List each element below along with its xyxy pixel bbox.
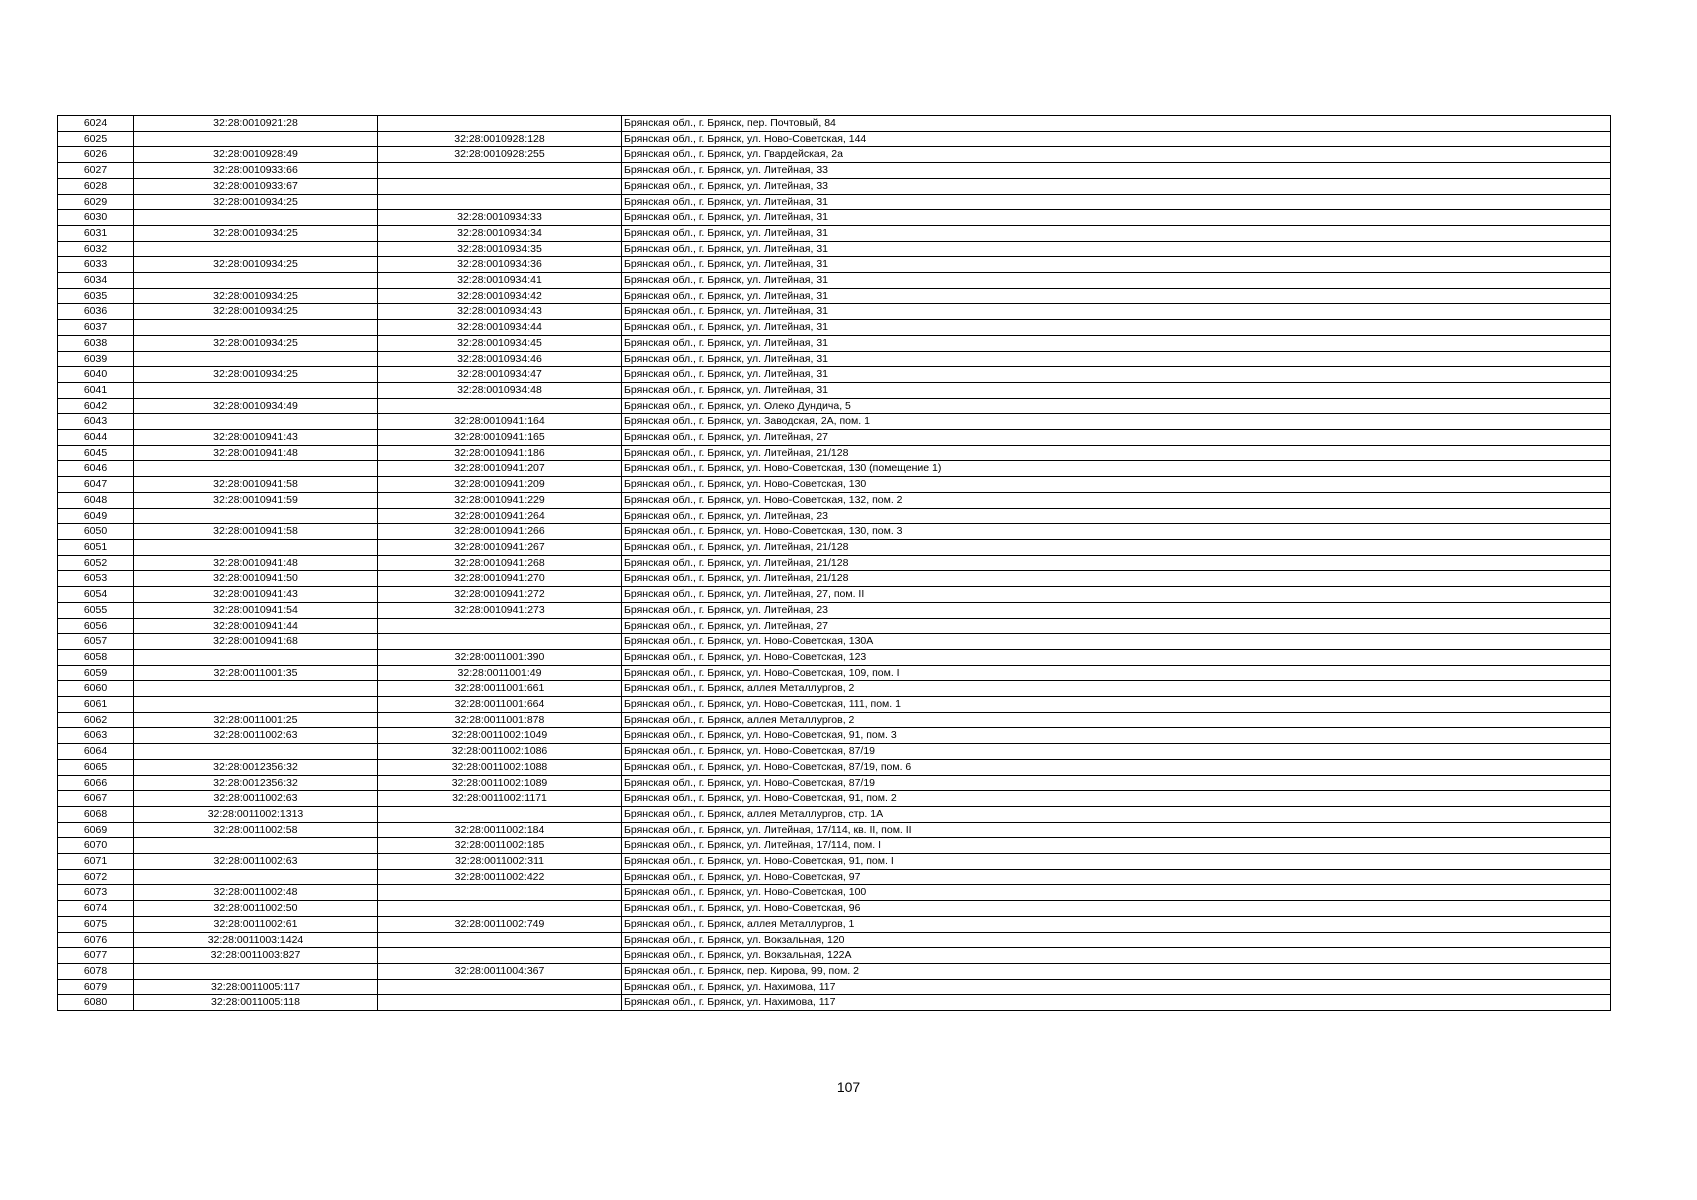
object-cadastral-number-cell: 32:28:0011002:1171 [378,791,622,807]
row-number-cell: 6066 [58,775,134,791]
table-row [58,854,1611,870]
object-cadastral-number-cell: 32:28:0010941:207 [378,461,622,477]
address-cell: Брянская обл., г. Брянск, ул. Литейная, 27, пом. II [622,587,1611,603]
address-cell: Брянская обл., г. Брянск, ул. Ново-Советская, 144 [622,131,1611,147]
row-number-cell: 6060 [58,681,134,697]
address-cell: Брянская обл., г. Брянск, ул. Литейная, 27 [622,618,1611,634]
object-cadastral-number-cell: 32:28:0010928:128 [378,131,622,147]
land-cadastral-number-cell: 32:28:0011003:1424 [134,932,378,948]
table-row [58,430,1611,446]
land-cadastral-number-cell: 32:28:0010934:25 [134,304,378,320]
row-number-cell: 6048 [58,492,134,508]
table-row [58,932,1611,948]
address-cell: Брянская обл., г. Брянск, ул. Ново-Советская, 132, пом. 2 [622,492,1611,508]
address-cell: Брянская обл., г. Брянск, ул. Литейная, 31 [622,273,1611,289]
table-row [58,759,1611,775]
address-cell: Брянская обл., г. Брянск, ул. Ново-Советская, 97 [622,869,1611,885]
land-cadastral-number-cell: 32:28:0012356:32 [134,775,378,791]
row-number-cell: 6050 [58,524,134,540]
row-number-cell: 6076 [58,932,134,948]
row-number-cell: 6067 [58,791,134,807]
table-row [58,587,1611,603]
object-cadastral-number-cell: 32:28:0010934:41 [378,273,622,289]
object-cadastral-number-cell: 32:28:0011001:661 [378,681,622,697]
land-cadastral-number-cell: 32:28:0012356:32 [134,759,378,775]
row-number-cell: 6047 [58,477,134,493]
row-number-cell: 6059 [58,665,134,681]
address-cell: Брянская обл., г. Брянск, ул. Ново-Советская, 91, пом. I [622,854,1611,870]
land-cadastral-number-cell [134,869,378,885]
table-row [58,555,1611,571]
address-cell: Брянская обл., г. Брянск, ул. Литейная, 31 [622,288,1611,304]
land-cadastral-number-cell [134,681,378,697]
table-row [58,335,1611,351]
table-row [58,178,1611,194]
address-cell: Брянская обл., г. Брянск, ул. Литейная, 31 [622,367,1611,383]
table-row [58,492,1611,508]
land-cadastral-number-cell [134,744,378,760]
table-row [58,822,1611,838]
object-cadastral-number-cell: 32:28:0010941:165 [378,430,622,446]
land-cadastral-number-cell: 32:28:0011002:63 [134,791,378,807]
object-cadastral-number-cell: 32:28:0010941:164 [378,414,622,430]
land-cadastral-number-cell: 32:28:0011002:50 [134,901,378,917]
address-cell: Брянская обл., г. Брянск, ул. Литейная, 31 [622,320,1611,336]
address-cell: Брянская обл., г. Брянск, ул. Ново-Советская, 91, пом. 2 [622,791,1611,807]
row-number-cell: 6058 [58,649,134,665]
land-cadastral-number-cell [134,414,378,430]
land-cadastral-number-cell: 32:28:0010941:48 [134,445,378,461]
land-cadastral-number-cell: 32:28:0010934:25 [134,194,378,210]
table-row [58,806,1611,822]
address-cell: Брянская обл., г. Брянск, ул. Литейная, 31 [622,335,1611,351]
table-row [58,995,1611,1011]
object-cadastral-number-cell: 32:28:0010934:48 [378,382,622,398]
row-number-cell: 6069 [58,822,134,838]
row-number-cell: 6036 [58,304,134,320]
land-cadastral-number-cell [134,131,378,147]
land-cadastral-number-cell: 32:28:0010934:25 [134,367,378,383]
table-row [58,163,1611,179]
row-number-cell: 6045 [58,445,134,461]
object-cadastral-number-cell: 32:28:0011001:49 [378,665,622,681]
address-cell: Брянская обл., г. Брянск, ул. Вокзальная, 122А [622,948,1611,964]
table-row [58,225,1611,241]
object-cadastral-number-cell: 32:28:0011004:367 [378,963,622,979]
land-cadastral-number-cell: 32:28:0010941:43 [134,587,378,603]
address-cell: Брянская обл., г. Брянск, ул. Литейная, 21/128 [622,445,1611,461]
table-row [58,461,1611,477]
address-cell: Брянская обл., г. Брянск, ул. Литейная, 31 [622,194,1611,210]
row-number-cell: 6055 [58,602,134,618]
row-number-cell: 6037 [58,320,134,336]
address-cell: Брянская обл., г. Брянск, ул. Литейная, 33 [622,178,1611,194]
land-cadastral-number-cell: 32:28:0011002:61 [134,916,378,932]
object-cadastral-number-cell: 32:28:0010941:268 [378,555,622,571]
object-cadastral-number-cell [378,948,622,964]
land-cadastral-number-cell: 32:28:0011003:827 [134,948,378,964]
object-cadastral-number-cell [378,398,622,414]
object-cadastral-number-cell: 32:28:0011002:422 [378,869,622,885]
object-cadastral-number-cell: 32:28:0011001:664 [378,697,622,713]
object-cadastral-number-cell: 32:28:0010934:45 [378,335,622,351]
address-cell: Брянская обл., г. Брянск, ул. Ново-Советская, 109, пом. I [622,665,1611,681]
table-row [58,744,1611,760]
object-cadastral-number-cell: 32:28:0010941:229 [378,492,622,508]
object-cadastral-number-cell: 32:28:0011002:749 [378,916,622,932]
land-cadastral-number-cell [134,210,378,226]
table-row [58,869,1611,885]
object-cadastral-number-cell: 32:28:0010941:209 [378,477,622,493]
table-row [58,257,1611,273]
object-cadastral-number-cell [378,634,622,650]
table-row [58,838,1611,854]
address-cell: Брянская обл., г. Брянск, ул. Ново-Советская, 87/19 [622,775,1611,791]
land-cadastral-number-cell [134,461,378,477]
address-cell: Брянская обл., г. Брянск, ул. Ново-Советская, 130, пом. 3 [622,524,1611,540]
address-cell: Брянская обл., г. Брянск, ул. Литейная, 17/114, кв. II, пом. II [622,822,1611,838]
address-cell: Брянская обл., г. Брянск, ул. Гвардейская, 2а [622,147,1611,163]
land-cadastral-number-cell [134,838,378,854]
land-cadastral-number-cell: 32:28:0010933:66 [134,163,378,179]
row-number-cell: 6039 [58,351,134,367]
row-number-cell: 6079 [58,979,134,995]
row-number-cell: 6065 [58,759,134,775]
table-row [58,916,1611,932]
address-cell: Брянская обл., г. Брянск, ул. Литейная, 17/114, пом. I [622,838,1611,854]
object-cadastral-number-cell: 32:28:0010934:46 [378,351,622,367]
table-row [58,791,1611,807]
address-cell: Брянская обл., г. Брянск, ул. Литейная, 31 [622,225,1611,241]
row-number-cell: 6046 [58,461,134,477]
land-cadastral-number-cell: 32:28:0011002:1313 [134,806,378,822]
object-cadastral-number-cell: 32:28:0010934:43 [378,304,622,320]
address-cell: Брянская обл., г. Брянск, ул. Литейная, 31 [622,351,1611,367]
address-cell: Брянская обл., г. Брянск, ул. Ново-Советская, 130 [622,477,1611,493]
object-cadastral-number-cell [378,932,622,948]
land-cadastral-number-cell [134,649,378,665]
row-number-cell: 6078 [58,963,134,979]
object-cadastral-number-cell: 32:28:0010934:33 [378,210,622,226]
table-row [58,445,1611,461]
row-number-cell: 6044 [58,430,134,446]
address-cell: Брянская обл., г. Брянск, ул. Заводская, 2А, пом. 1 [622,414,1611,430]
object-cadastral-number-cell [378,806,622,822]
row-number-cell: 6035 [58,288,134,304]
address-cell: Брянская обл., г. Брянск, аллея Металлургов, 2 [622,712,1611,728]
object-cadastral-number-cell: 32:28:0010934:42 [378,288,622,304]
land-cadastral-number-cell: 32:28:0010934:25 [134,225,378,241]
object-cadastral-number-cell [378,995,622,1011]
object-cadastral-number-cell: 32:28:0010941:266 [378,524,622,540]
row-number-cell: 6072 [58,869,134,885]
table-row [58,649,1611,665]
land-cadastral-number-cell: 32:28:0010941:68 [134,634,378,650]
row-number-cell: 6049 [58,508,134,524]
row-number-cell: 6032 [58,241,134,257]
registry-sheet [57,115,1611,1011]
object-cadastral-number-cell: 32:28:0011002:185 [378,838,622,854]
table-row [58,414,1611,430]
table-row [58,979,1611,995]
row-number-cell: 6051 [58,539,134,555]
object-cadastral-number-cell: 32:28:0011002:184 [378,822,622,838]
table-row [58,477,1611,493]
table-row [58,273,1611,289]
land-cadastral-number-cell: 32:28:0010941:48 [134,555,378,571]
object-cadastral-number-cell: 32:28:0010941:272 [378,587,622,603]
object-cadastral-number-cell [378,618,622,634]
land-cadastral-number-cell: 32:28:0010941:59 [134,492,378,508]
address-cell: Брянская обл., г. Брянск, ул. Ново-Советская, 111, пом. 1 [622,697,1611,713]
table-row [58,116,1611,132]
row-number-cell: 6038 [58,335,134,351]
land-cadastral-number-cell: 32:28:0010941:44 [134,618,378,634]
table-row [58,367,1611,383]
table-row [58,320,1611,336]
object-cadastral-number-cell: 32:28:0010934:35 [378,241,622,257]
table-row [58,304,1611,320]
row-number-cell: 6077 [58,948,134,964]
address-cell: Брянская обл., г. Брянск, ул. Литейная, 31 [622,241,1611,257]
row-number-cell: 6064 [58,744,134,760]
address-cell: Брянская обл., г. Брянск, ул. Вокзальная, 120 [622,932,1611,948]
row-number-cell: 6070 [58,838,134,854]
address-cell: Брянская обл., г. Брянск, ул. Нахимова, 117 [622,995,1611,1011]
land-cadastral-number-cell: 32:28:0010934:25 [134,257,378,273]
land-cadastral-number-cell: 32:28:0011001:35 [134,665,378,681]
address-cell: Брянская обл., г. Брянск, ул. Литейная, 23 [622,508,1611,524]
object-cadastral-number-cell: 32:28:0010941:267 [378,539,622,555]
land-cadastral-number-cell: 32:28:0011005:117 [134,979,378,995]
table-row [58,775,1611,791]
row-number-cell: 6030 [58,210,134,226]
row-number-cell: 6031 [58,225,134,241]
object-cadastral-number-cell: 32:28:0010934:34 [378,225,622,241]
table-row [58,681,1611,697]
row-number-cell: 6028 [58,178,134,194]
table-row [58,963,1611,979]
row-number-cell: 6063 [58,728,134,744]
address-cell: Брянская обл., г. Брянск, ул. Ново-Советская, 130А [622,634,1611,650]
row-number-cell: 6027 [58,163,134,179]
land-cadastral-number-cell: 32:28:0011005:118 [134,995,378,1011]
row-number-cell: 6068 [58,806,134,822]
registry-table [57,115,1611,1011]
land-cadastral-number-cell [134,382,378,398]
land-cadastral-number-cell: 32:28:0011002:58 [134,822,378,838]
row-number-cell: 6026 [58,147,134,163]
table-row [58,382,1611,398]
address-cell: Брянская обл., г. Брянск, ул. Олеко Дундича, 5 [622,398,1611,414]
land-cadastral-number-cell [134,697,378,713]
object-cadastral-number-cell: 32:28:0011002:1089 [378,775,622,791]
table-row [58,398,1611,414]
address-cell: Брянская обл., г. Брянск, ул. Ново-Советская, 91, пом. 3 [622,728,1611,744]
object-cadastral-number-cell [378,178,622,194]
object-cadastral-number-cell: 32:28:0011002:311 [378,854,622,870]
table-row [58,728,1611,744]
land-cadastral-number-cell: 32:28:0011002:63 [134,854,378,870]
land-cadastral-number-cell [134,320,378,336]
row-number-cell: 6034 [58,273,134,289]
row-number-cell: 6029 [58,194,134,210]
object-cadastral-number-cell: 32:28:0011002:1088 [378,759,622,775]
land-cadastral-number-cell [134,539,378,555]
land-cadastral-number-cell: 32:28:0010934:25 [134,288,378,304]
table-row [58,147,1611,163]
table-row [58,665,1611,681]
land-cadastral-number-cell: 32:28:0011001:25 [134,712,378,728]
address-cell: Брянская обл., г. Брянск, ул. Литейная, 23 [622,602,1611,618]
address-cell: Брянская обл., г. Брянск, ул. Литейная, 31 [622,210,1611,226]
address-cell: Брянская обл., г. Брянск, ул. Ново-Советская, 96 [622,901,1611,917]
land-cadastral-number-cell [134,351,378,367]
row-number-cell: 6061 [58,697,134,713]
table-row [58,697,1611,713]
object-cadastral-number-cell: 32:28:0011002:1086 [378,744,622,760]
object-cadastral-number-cell: 32:28:0011001:390 [378,649,622,665]
object-cadastral-number-cell: 32:28:0010934:47 [378,367,622,383]
row-number-cell: 6073 [58,885,134,901]
table-row [58,602,1611,618]
land-cadastral-number-cell: 32:28:0010941:58 [134,524,378,540]
land-cadastral-number-cell: 32:28:0010941:43 [134,430,378,446]
row-number-cell: 6075 [58,916,134,932]
land-cadastral-number-cell: 32:28:0010934:49 [134,398,378,414]
address-cell: Брянская обл., г. Брянск, ул. Литейная, 31 [622,304,1611,320]
land-cadastral-number-cell: 32:28:0010941:58 [134,477,378,493]
object-cadastral-number-cell: 32:28:0010934:44 [378,320,622,336]
address-cell: Брянская обл., г. Брянск, аллея Металлургов, 1 [622,916,1611,932]
land-cadastral-number-cell [134,963,378,979]
object-cadastral-number-cell: 32:28:0010941:273 [378,602,622,618]
object-cadastral-number-cell [378,979,622,995]
row-number-cell: 6052 [58,555,134,571]
row-number-cell: 6054 [58,587,134,603]
address-cell: Брянская обл., г. Брянск, ул. Нахимова, 117 [622,979,1611,995]
object-cadastral-number-cell: 32:28:0010934:36 [378,257,622,273]
row-number-cell: 6025 [58,131,134,147]
table-row [58,539,1611,555]
address-cell: Брянская обл., г. Брянск, ул. Литейная, 21/128 [622,555,1611,571]
address-cell: Брянская обл., г. Брянск, ул. Ново-Советская, 100 [622,885,1611,901]
address-cell: Брянская обл., г. Брянск, ул. Литейная, 21/128 [622,539,1611,555]
address-cell: Брянская обл., г. Брянск, ул. Ново-Советская, 130 (помещение 1) [622,461,1611,477]
object-cadastral-number-cell: 32:28:0010928:255 [378,147,622,163]
address-cell: Брянская обл., г. Брянск, ул. Ново-Советская, 87/19, пом. 6 [622,759,1611,775]
table-row [58,885,1611,901]
address-cell: Брянская обл., г. Брянск, ул. Литейная, 27 [622,430,1611,446]
registry-table-body [58,116,1611,1011]
land-cadastral-number-cell: 32:28:0011002:63 [134,728,378,744]
address-cell: Брянская обл., г. Брянск, ул. Литейная, 21/128 [622,571,1611,587]
land-cadastral-number-cell: 32:28:0010921:28 [134,116,378,132]
row-number-cell: 6080 [58,995,134,1011]
table-row [58,210,1611,226]
table-row [58,712,1611,728]
page-number: 107 [836,1079,861,1095]
address-cell: Брянская обл., г. Брянск, пер. Почтовый, 84 [622,116,1611,132]
object-cadastral-number-cell: 32:28:0010941:186 [378,445,622,461]
object-cadastral-number-cell: 32:28:0010941:264 [378,508,622,524]
row-number-cell: 6071 [58,854,134,870]
row-number-cell: 6040 [58,367,134,383]
table-row [58,571,1611,587]
table-row [58,948,1611,964]
row-number-cell: 6024 [58,116,134,132]
address-cell: Брянская обл., г. Брянск, аллея Металлургов, стр. 1А [622,806,1611,822]
address-cell: Брянская обл., г. Брянск, пер. Кирова, 99, пом. 2 [622,963,1611,979]
object-cadastral-number-cell [378,163,622,179]
table-row [58,618,1611,634]
table-row [58,901,1611,917]
row-number-cell: 6062 [58,712,134,728]
land-cadastral-number-cell: 32:28:0010941:50 [134,571,378,587]
row-number-cell: 6074 [58,901,134,917]
table-row [58,634,1611,650]
object-cadastral-number-cell [378,885,622,901]
land-cadastral-number-cell [134,273,378,289]
land-cadastral-number-cell: 32:28:0010928:49 [134,147,378,163]
object-cadastral-number-cell: 32:28:0011002:1049 [378,728,622,744]
address-cell: Брянская обл., г. Брянск, ул. Литейная, 31 [622,257,1611,273]
land-cadastral-number-cell: 32:28:0010934:25 [134,335,378,351]
object-cadastral-number-cell [378,116,622,132]
object-cadastral-number-cell [378,901,622,917]
table-row [58,194,1611,210]
address-cell: Брянская обл., г. Брянск, ул. Литейная, 33 [622,163,1611,179]
land-cadastral-number-cell: 32:28:0011002:48 [134,885,378,901]
row-number-cell: 6041 [58,382,134,398]
table-row [58,288,1611,304]
row-number-cell: 6043 [58,414,134,430]
address-cell: Брянская обл., г. Брянск, ул. Ново-Советская, 87/19 [622,744,1611,760]
land-cadastral-number-cell: 32:28:0010941:54 [134,602,378,618]
table-row [58,524,1611,540]
object-cadastral-number-cell: 32:28:0010941:270 [378,571,622,587]
object-cadastral-number-cell: 32:28:0011001:878 [378,712,622,728]
land-cadastral-number-cell: 32:28:0010933:67 [134,178,378,194]
address-cell: Брянская обл., г. Брянск, ул. Ново-Советская, 123 [622,649,1611,665]
land-cadastral-number-cell [134,508,378,524]
row-number-cell: 6042 [58,398,134,414]
table-row [58,241,1611,257]
row-number-cell: 6056 [58,618,134,634]
object-cadastral-number-cell [378,194,622,210]
row-number-cell: 6057 [58,634,134,650]
address-cell: Брянская обл., г. Брянск, аллея Металлургов, 2 [622,681,1611,697]
table-row [58,351,1611,367]
land-cadastral-number-cell [134,241,378,257]
address-cell: Брянская обл., г. Брянск, ул. Литейная, 31 [622,382,1611,398]
table-row [58,131,1611,147]
row-number-cell: 6053 [58,571,134,587]
table-row [58,508,1611,524]
row-number-cell: 6033 [58,257,134,273]
